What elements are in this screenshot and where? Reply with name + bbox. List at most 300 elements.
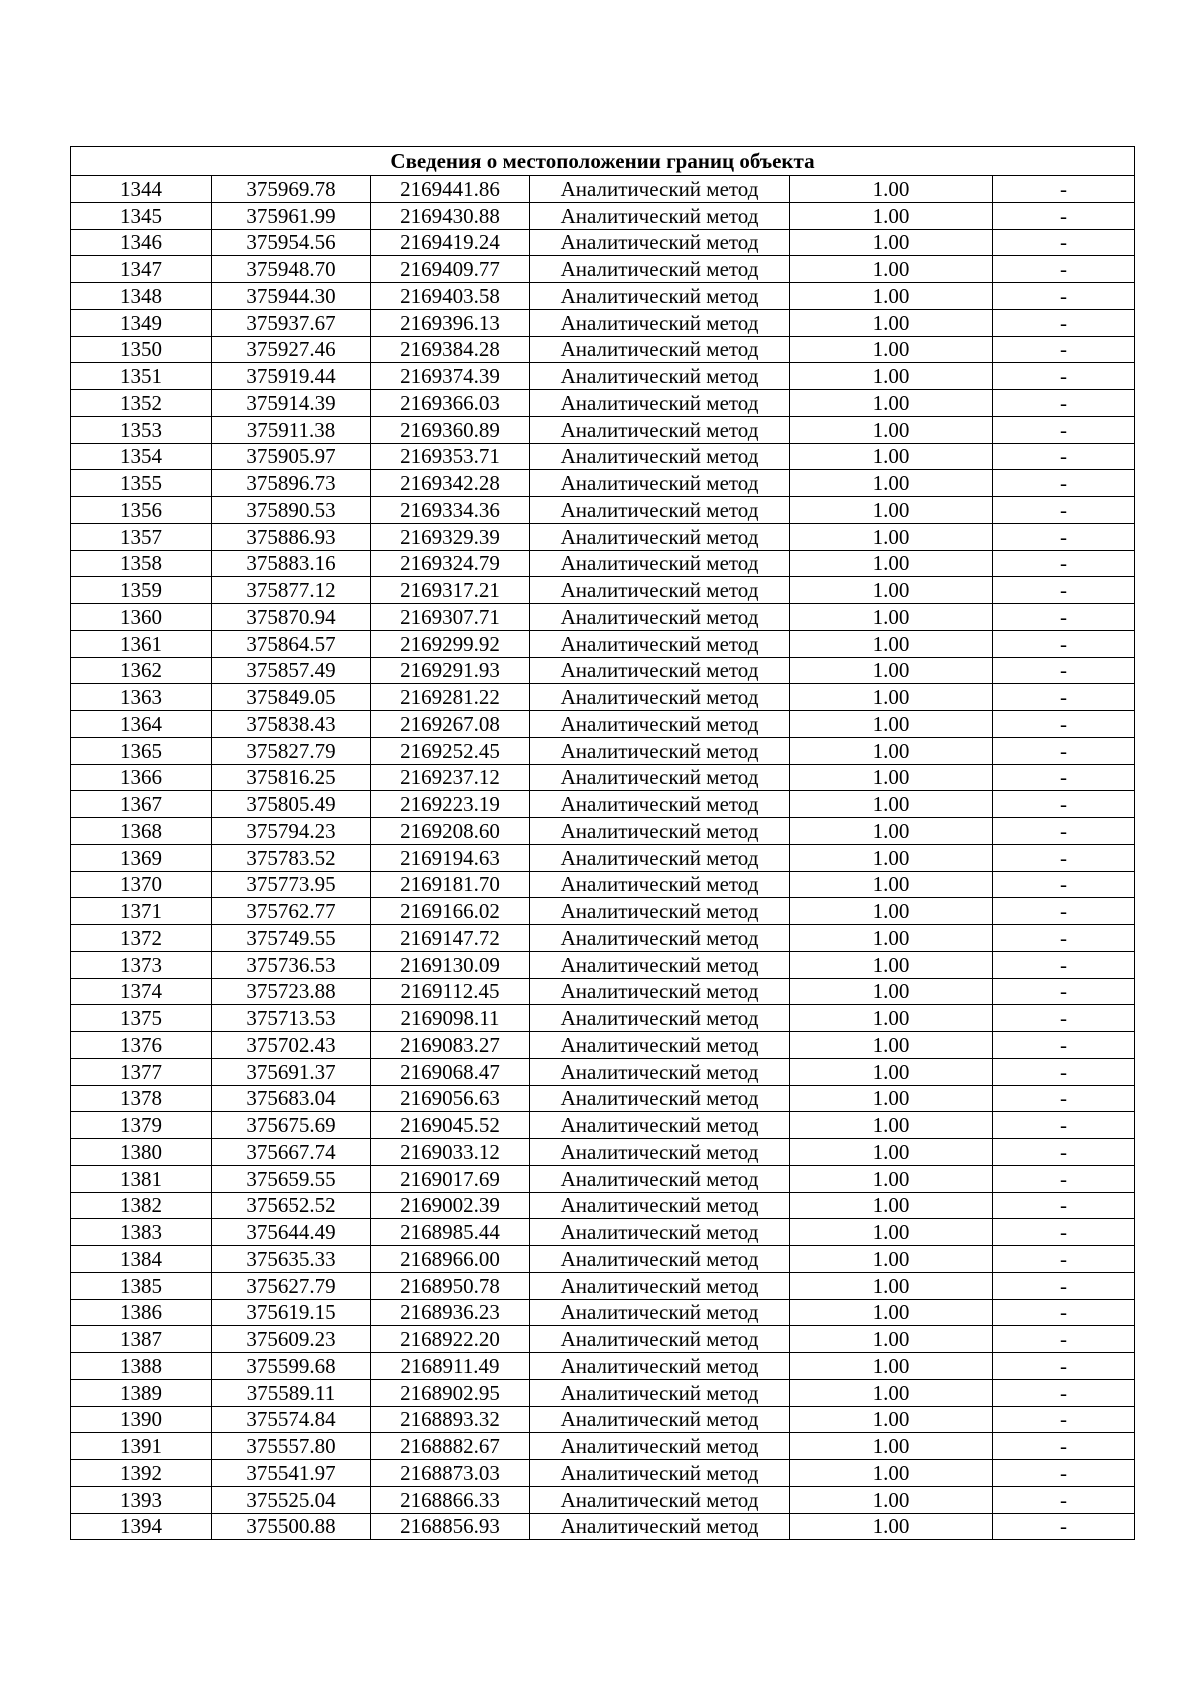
point-number-cell: 1392 [71, 1460, 212, 1487]
precision-cell: 1.00 [790, 1406, 993, 1433]
precision-cell: 1.00 [790, 1192, 993, 1219]
precision-cell: 1.00 [790, 791, 993, 818]
y-coordinate-cell: 2169147.72 [371, 925, 530, 952]
description-cell: - [993, 1246, 1135, 1273]
precision-cell: 1.00 [790, 1005, 993, 1032]
method-cell: Аналитический метод [530, 630, 790, 657]
y-coordinate-cell: 2169098.11 [371, 1005, 530, 1032]
precision-cell: 1.00 [790, 1326, 993, 1353]
description-cell: - [993, 1139, 1135, 1166]
table-row [71, 523, 1135, 550]
x-coordinate-cell: 375749.55 [212, 925, 371, 952]
method-cell: Аналитический метод [530, 336, 790, 363]
point-number-cell: 1389 [71, 1379, 212, 1406]
point-number-cell: 1387 [71, 1326, 212, 1353]
method-cell: Аналитический метод [530, 1379, 790, 1406]
precision-cell: 1.00 [790, 871, 993, 898]
precision-cell: 1.00 [790, 1219, 993, 1246]
precision-cell: 1.00 [790, 256, 993, 283]
table-row [71, 1353, 1135, 1380]
point-number-cell: 1380 [71, 1139, 212, 1166]
x-coordinate-cell: 375877.12 [212, 577, 371, 604]
y-coordinate-cell: 2169045.52 [371, 1112, 530, 1139]
y-coordinate-cell: 2169237.12 [371, 764, 530, 791]
description-cell: - [993, 229, 1135, 256]
method-cell: Аналитический метод [530, 684, 790, 711]
y-coordinate-cell: 2168966.00 [371, 1246, 530, 1273]
table-row [71, 844, 1135, 871]
description-cell: - [993, 737, 1135, 764]
table-row [71, 1112, 1135, 1139]
x-coordinate-cell: 375905.97 [212, 443, 371, 470]
table-row [71, 1246, 1135, 1273]
point-number-cell: 1376 [71, 1032, 212, 1059]
precision-cell: 1.00 [790, 1272, 993, 1299]
method-cell: Аналитический метод [530, 1433, 790, 1460]
y-coordinate-cell: 2168873.03 [371, 1460, 530, 1487]
precision-cell: 1.00 [790, 1032, 993, 1059]
table-row [71, 1299, 1135, 1326]
method-cell: Аналитический метод [530, 604, 790, 631]
precision-cell: 1.00 [790, 497, 993, 524]
y-coordinate-cell: 2169342.28 [371, 470, 530, 497]
table-row [71, 283, 1135, 310]
method-cell: Аналитический метод [530, 1406, 790, 1433]
x-coordinate-cell: 375883.16 [212, 550, 371, 577]
description-cell: - [993, 657, 1135, 684]
table-row [71, 443, 1135, 470]
point-number-cell: 1357 [71, 523, 212, 550]
method-cell: Аналитический метод [530, 764, 790, 791]
description-cell: - [993, 791, 1135, 818]
table-row [71, 309, 1135, 336]
x-coordinate-cell: 375849.05 [212, 684, 371, 711]
point-number-cell: 1344 [71, 176, 212, 203]
x-coordinate-cell: 375870.94 [212, 604, 371, 631]
x-coordinate-cell: 375969.78 [212, 176, 371, 203]
table-row [71, 1085, 1135, 1112]
table-body [71, 176, 1135, 1540]
description-cell: - [993, 1406, 1135, 1433]
precision-cell: 1.00 [790, 737, 993, 764]
point-number-cell: 1347 [71, 256, 212, 283]
y-coordinate-cell: 2169396.13 [371, 309, 530, 336]
x-coordinate-cell: 375827.79 [212, 737, 371, 764]
table-row [71, 1513, 1135, 1540]
y-coordinate-cell: 2168893.32 [371, 1406, 530, 1433]
table-row [71, 737, 1135, 764]
description-cell: - [993, 390, 1135, 417]
precision-cell: 1.00 [790, 604, 993, 631]
precision-cell: 1.00 [790, 1112, 993, 1139]
x-coordinate-cell: 375911.38 [212, 416, 371, 443]
table-row [71, 711, 1135, 738]
table-row [71, 256, 1135, 283]
y-coordinate-cell: 2169419.24 [371, 229, 530, 256]
table-row [71, 818, 1135, 845]
y-coordinate-cell: 2169223.19 [371, 791, 530, 818]
point-number-cell: 1365 [71, 737, 212, 764]
y-coordinate-cell: 2168936.23 [371, 1299, 530, 1326]
point-number-cell: 1378 [71, 1085, 212, 1112]
x-coordinate-cell: 375805.49 [212, 791, 371, 818]
point-number-cell: 1394 [71, 1513, 212, 1540]
table-row [71, 871, 1135, 898]
description-cell: - [993, 898, 1135, 925]
precision-cell: 1.00 [790, 1165, 993, 1192]
y-coordinate-cell: 2169360.89 [371, 416, 530, 443]
description-cell: - [993, 1058, 1135, 1085]
point-number-cell: 1393 [71, 1486, 212, 1513]
y-coordinate-cell: 2169374.39 [371, 363, 530, 390]
point-number-cell: 1355 [71, 470, 212, 497]
point-number-cell: 1382 [71, 1192, 212, 1219]
precision-cell: 1.00 [790, 630, 993, 657]
point-number-cell: 1354 [71, 443, 212, 470]
x-coordinate-cell: 375896.73 [212, 470, 371, 497]
y-coordinate-cell: 2169409.77 [371, 256, 530, 283]
description-cell: - [993, 336, 1135, 363]
x-coordinate-cell: 375599.68 [212, 1353, 371, 1380]
x-coordinate-cell: 375635.33 [212, 1246, 371, 1273]
description-cell: - [993, 577, 1135, 604]
point-number-cell: 1361 [71, 630, 212, 657]
point-number-cell: 1351 [71, 363, 212, 390]
method-cell: Аналитический метод [530, 390, 790, 417]
method-cell: Аналитический метод [530, 416, 790, 443]
precision-cell: 1.00 [790, 764, 993, 791]
method-cell: Аналитический метод [530, 791, 790, 818]
x-coordinate-cell: 375783.52 [212, 844, 371, 871]
table-row [71, 363, 1135, 390]
precision-cell: 1.00 [790, 229, 993, 256]
precision-cell: 1.00 [790, 390, 993, 417]
y-coordinate-cell: 2169112.45 [371, 978, 530, 1005]
y-coordinate-cell: 2169403.58 [371, 283, 530, 310]
x-coordinate-cell: 375691.37 [212, 1058, 371, 1085]
method-cell: Аналитический метод [530, 978, 790, 1005]
description-cell: - [993, 1379, 1135, 1406]
method-cell: Аналитический метод [530, 1272, 790, 1299]
method-cell: Аналитический метод [530, 951, 790, 978]
point-number-cell: 1383 [71, 1219, 212, 1246]
y-coordinate-cell: 2169083.27 [371, 1032, 530, 1059]
point-number-cell: 1374 [71, 978, 212, 1005]
description-cell: - [993, 871, 1135, 898]
y-coordinate-cell: 2169334.36 [371, 497, 530, 524]
method-cell: Аналитический метод [530, 363, 790, 390]
precision-cell: 1.00 [790, 470, 993, 497]
y-coordinate-cell: 2169068.47 [371, 1058, 530, 1085]
precision-cell: 1.00 [790, 1433, 993, 1460]
x-coordinate-cell: 375914.39 [212, 390, 371, 417]
description-cell: - [993, 1032, 1135, 1059]
table-row [71, 684, 1135, 711]
method-cell: Аналитический метод [530, 523, 790, 550]
x-coordinate-cell: 375619.15 [212, 1299, 371, 1326]
precision-cell: 1.00 [790, 1513, 993, 1540]
table-row [71, 657, 1135, 684]
description-cell: - [993, 309, 1135, 336]
precision-cell: 1.00 [790, 523, 993, 550]
y-coordinate-cell: 2169324.79 [371, 550, 530, 577]
method-cell: Аналитический метод [530, 202, 790, 229]
point-number-cell: 1390 [71, 1406, 212, 1433]
description-cell: - [993, 416, 1135, 443]
precision-cell: 1.00 [790, 416, 993, 443]
method-cell: Аналитический метод [530, 1165, 790, 1192]
description-cell: - [993, 1460, 1135, 1487]
table-row [71, 1406, 1135, 1433]
table-title-row [71, 147, 1135, 176]
method-cell: Аналитический метод [530, 283, 790, 310]
y-coordinate-cell: 2169329.39 [371, 523, 530, 550]
x-coordinate-cell: 375948.70 [212, 256, 371, 283]
description-cell: - [993, 1272, 1135, 1299]
x-coordinate-cell: 375574.84 [212, 1406, 371, 1433]
precision-cell: 1.00 [790, 657, 993, 684]
table-row [71, 229, 1135, 256]
description-cell: - [993, 764, 1135, 791]
x-coordinate-cell: 375961.99 [212, 202, 371, 229]
y-coordinate-cell: 2169317.21 [371, 577, 530, 604]
precision-cell: 1.00 [790, 363, 993, 390]
x-coordinate-cell: 375675.69 [212, 1112, 371, 1139]
x-coordinate-cell: 375702.43 [212, 1032, 371, 1059]
table-row [71, 1326, 1135, 1353]
x-coordinate-cell: 375713.53 [212, 1005, 371, 1032]
y-coordinate-cell: 2169430.88 [371, 202, 530, 229]
x-coordinate-cell: 375857.49 [212, 657, 371, 684]
table-row [71, 791, 1135, 818]
x-coordinate-cell: 375886.93 [212, 523, 371, 550]
description-cell: - [993, 497, 1135, 524]
description-cell: - [993, 1486, 1135, 1513]
method-cell: Аналитический метод [530, 1353, 790, 1380]
method-cell: Аналитический метод [530, 1299, 790, 1326]
point-number-cell: 1350 [71, 336, 212, 363]
y-coordinate-cell: 2169353.71 [371, 443, 530, 470]
description-cell: - [993, 202, 1135, 229]
description-cell: - [993, 844, 1135, 871]
table-row [71, 951, 1135, 978]
table-row [71, 604, 1135, 631]
y-coordinate-cell: 2169384.28 [371, 336, 530, 363]
y-coordinate-cell: 2168950.78 [371, 1272, 530, 1299]
y-coordinate-cell: 2169130.09 [371, 951, 530, 978]
point-number-cell: 1364 [71, 711, 212, 738]
point-number-cell: 1346 [71, 229, 212, 256]
description-cell: - [993, 256, 1135, 283]
method-cell: Аналитический метод [530, 443, 790, 470]
method-cell: Аналитический метод [530, 1326, 790, 1353]
precision-cell: 1.00 [790, 309, 993, 336]
x-coordinate-cell: 375541.97 [212, 1460, 371, 1487]
y-coordinate-cell: 2169002.39 [371, 1192, 530, 1219]
precision-cell: 1.00 [790, 1058, 993, 1085]
x-coordinate-cell: 375838.43 [212, 711, 371, 738]
point-number-cell: 1372 [71, 925, 212, 952]
precision-cell: 1.00 [790, 1139, 993, 1166]
y-coordinate-cell: 2169056.63 [371, 1085, 530, 1112]
description-cell: - [993, 1353, 1135, 1380]
method-cell: Аналитический метод [530, 1005, 790, 1032]
description-cell: - [993, 1299, 1135, 1326]
precision-cell: 1.00 [790, 1353, 993, 1380]
y-coordinate-cell: 2169281.22 [371, 684, 530, 711]
description-cell: - [993, 925, 1135, 952]
precision-cell: 1.00 [790, 925, 993, 952]
method-cell: Аналитический метод [530, 1085, 790, 1112]
method-cell: Аналитический метод [530, 229, 790, 256]
precision-cell: 1.00 [790, 1299, 993, 1326]
description-cell: - [993, 1513, 1135, 1540]
precision-cell: 1.00 [790, 711, 993, 738]
x-coordinate-cell: 375652.52 [212, 1192, 371, 1219]
table-row [71, 978, 1135, 1005]
y-coordinate-cell: 2168882.67 [371, 1433, 530, 1460]
precision-cell: 1.00 [790, 176, 993, 203]
method-cell: Аналитический метод [530, 657, 790, 684]
y-coordinate-cell: 2169441.86 [371, 176, 530, 203]
method-cell: Аналитический метод [530, 1139, 790, 1166]
point-number-cell: 1375 [71, 1005, 212, 1032]
description-cell: - [993, 1085, 1135, 1112]
method-cell: Аналитический метод [530, 818, 790, 845]
point-number-cell: 1353 [71, 416, 212, 443]
table-row [71, 497, 1135, 524]
table-row [71, 925, 1135, 952]
method-cell: Аналитический метод [530, 256, 790, 283]
x-coordinate-cell: 375794.23 [212, 818, 371, 845]
point-number-cell: 1349 [71, 309, 212, 336]
y-coordinate-cell: 2169181.70 [371, 871, 530, 898]
x-coordinate-cell: 375525.04 [212, 1486, 371, 1513]
table-row [71, 898, 1135, 925]
x-coordinate-cell: 375659.55 [212, 1165, 371, 1192]
precision-cell: 1.00 [790, 336, 993, 363]
point-number-cell: 1368 [71, 818, 212, 845]
x-coordinate-cell: 375864.57 [212, 630, 371, 657]
table-row [71, 1379, 1135, 1406]
precision-cell: 1.00 [790, 550, 993, 577]
description-cell: - [993, 711, 1135, 738]
method-cell: Аналитический метод [530, 1058, 790, 1085]
description-cell: - [993, 818, 1135, 845]
table-row [71, 470, 1135, 497]
table-row [71, 630, 1135, 657]
precision-cell: 1.00 [790, 283, 993, 310]
x-coordinate-cell: 375773.95 [212, 871, 371, 898]
point-number-cell: 1386 [71, 1299, 212, 1326]
method-cell: Аналитический метод [530, 1513, 790, 1540]
method-cell: Аналитический метод [530, 711, 790, 738]
method-cell: Аналитический метод [530, 737, 790, 764]
point-number-cell: 1371 [71, 898, 212, 925]
point-number-cell: 1359 [71, 577, 212, 604]
description-cell: - [993, 176, 1135, 203]
table-row [71, 202, 1135, 229]
table-row [71, 1460, 1135, 1487]
description-cell: - [993, 470, 1135, 497]
method-cell: Аналитический метод [530, 925, 790, 952]
point-number-cell: 1366 [71, 764, 212, 791]
y-coordinate-cell: 2169208.60 [371, 818, 530, 845]
description-cell: - [993, 1005, 1135, 1032]
table-row [71, 1433, 1135, 1460]
x-coordinate-cell: 375762.77 [212, 898, 371, 925]
x-coordinate-cell: 375644.49 [212, 1219, 371, 1246]
table-row [71, 577, 1135, 604]
y-coordinate-cell: 2168902.95 [371, 1379, 530, 1406]
x-coordinate-cell: 375609.23 [212, 1326, 371, 1353]
precision-cell: 1.00 [790, 1085, 993, 1112]
y-coordinate-cell: 2168911.49 [371, 1353, 530, 1380]
x-coordinate-cell: 375736.53 [212, 951, 371, 978]
method-cell: Аналитический метод [530, 1112, 790, 1139]
table-row [71, 336, 1135, 363]
table-row [71, 1005, 1135, 1032]
description-cell: - [993, 1192, 1135, 1219]
description-cell: - [993, 1433, 1135, 1460]
table-row [71, 1165, 1135, 1192]
table-row [71, 764, 1135, 791]
y-coordinate-cell: 2169033.12 [371, 1139, 530, 1166]
point-number-cell: 1385 [71, 1272, 212, 1299]
x-coordinate-cell: 375589.11 [212, 1379, 371, 1406]
precision-cell: 1.00 [790, 202, 993, 229]
point-number-cell: 1362 [71, 657, 212, 684]
x-coordinate-cell: 375937.67 [212, 309, 371, 336]
x-coordinate-cell: 375667.74 [212, 1139, 371, 1166]
point-number-cell: 1345 [71, 202, 212, 229]
y-coordinate-cell: 2168922.20 [371, 1326, 530, 1353]
table-row [71, 1139, 1135, 1166]
description-cell: - [993, 1219, 1135, 1246]
method-cell: Аналитический метод [530, 1219, 790, 1246]
method-cell: Аналитический метод [530, 1246, 790, 1273]
table-row [71, 1219, 1135, 1246]
table-row [71, 176, 1135, 203]
precision-cell: 1.00 [790, 1246, 993, 1273]
point-number-cell: 1388 [71, 1353, 212, 1380]
method-cell: Аналитический метод [530, 309, 790, 336]
point-number-cell: 1373 [71, 951, 212, 978]
description-cell: - [993, 684, 1135, 711]
precision-cell: 1.00 [790, 844, 993, 871]
method-cell: Аналитический метод [530, 1460, 790, 1487]
point-number-cell: 1377 [71, 1058, 212, 1085]
method-cell: Аналитический метод [530, 1192, 790, 1219]
precision-cell: 1.00 [790, 443, 993, 470]
method-cell: Аналитический метод [530, 1032, 790, 1059]
precision-cell: 1.00 [790, 577, 993, 604]
point-number-cell: 1381 [71, 1165, 212, 1192]
y-coordinate-cell: 2169366.03 [371, 390, 530, 417]
y-coordinate-cell: 2169194.63 [371, 844, 530, 871]
boundary-coordinates-table [70, 146, 1135, 1540]
point-number-cell: 1369 [71, 844, 212, 871]
x-coordinate-cell: 375627.79 [212, 1272, 371, 1299]
precision-cell: 1.00 [790, 684, 993, 711]
method-cell: Аналитический метод [530, 470, 790, 497]
y-coordinate-cell: 2169166.02 [371, 898, 530, 925]
x-coordinate-cell: 375500.88 [212, 1513, 371, 1540]
precision-cell: 1.00 [790, 1486, 993, 1513]
y-coordinate-cell: 2168856.93 [371, 1513, 530, 1540]
table-row [71, 1486, 1135, 1513]
description-cell: - [993, 550, 1135, 577]
